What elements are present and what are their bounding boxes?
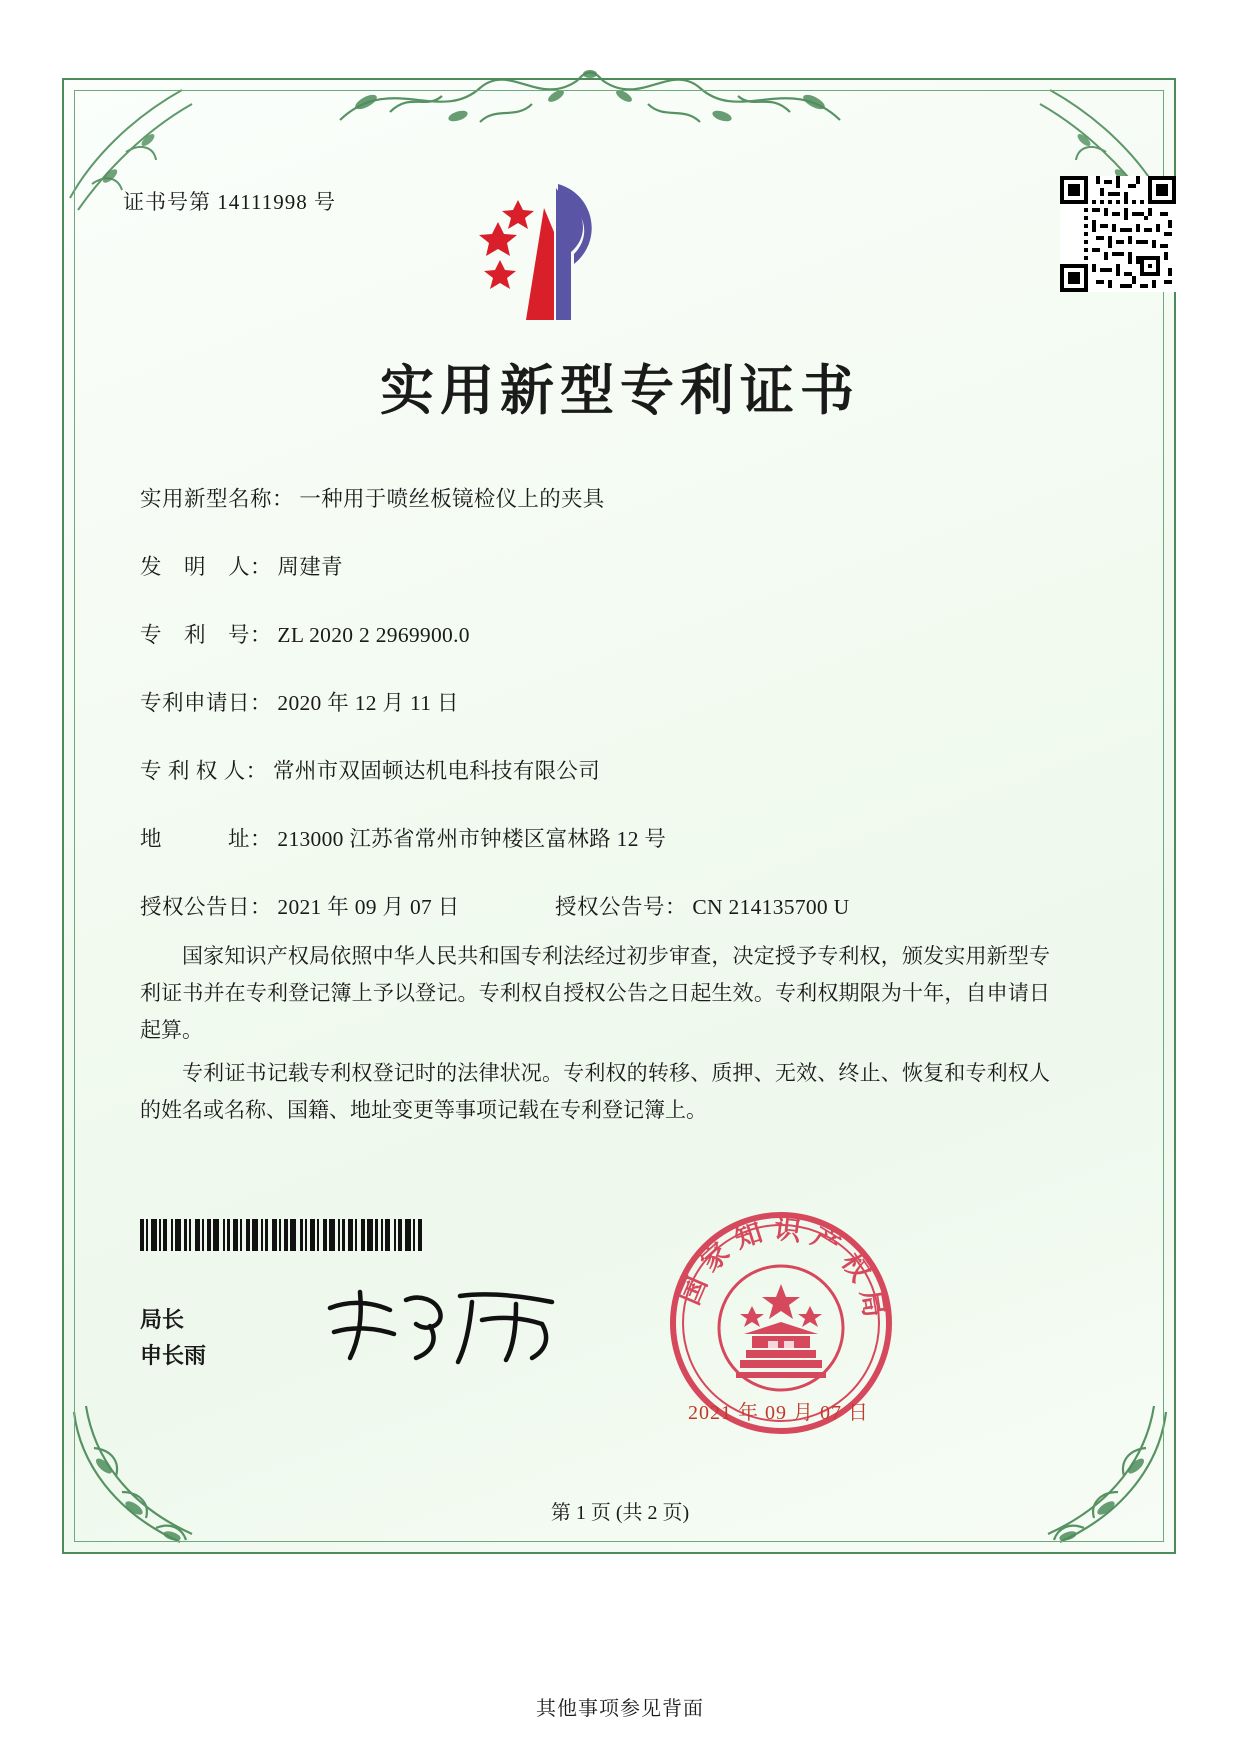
field-row-address — [140, 822, 1040, 890]
cnipa-logo-icon — [470, 178, 630, 328]
page-title: 实用新型专利证书 — [380, 358, 860, 422]
field-row-inventor — [140, 550, 1040, 618]
field-label: 专 利 权 人： — [140, 759, 268, 783]
field-label: 实用新型名称： — [140, 487, 295, 511]
paragraph-1: 国家知识产权局依照中华人民共和国专利法经过初步审查，决定授予专利权，颁发实用新型专利证书并在专利登记簿上予以登记。专利权自授权公告之日起生效。专利权期限为十年，自申请日起算。 — [140, 944, 1050, 1042]
legal-text — [140, 938, 1050, 1135]
paragraph-2: 专利证书记载专利权登记时的法律状况。专利权的转移、质押、无效、终止、恢复和专利权人的姓名或名称、国籍、地址变更等事项记载在专利登记簿上。 — [140, 1061, 1050, 1122]
signature-role: 局长 — [140, 1307, 185, 1332]
seal-date: 2021 年 09 月 07 日 — [688, 1402, 869, 1424]
field-row-patentee — [140, 754, 1040, 822]
field-list — [140, 482, 1040, 958]
field-row-application-date — [140, 686, 1040, 754]
field-label: 发 明 人： — [140, 555, 273, 579]
field-value: 2020 年 12 月 11 日 — [277, 691, 459, 715]
grant-date-value: 2021 年 09 月 07 日 — [277, 895, 460, 919]
field-label: 专 利 号： — [140, 623, 273, 647]
field-value: ZL 2020 2 2969900.0 — [277, 623, 470, 647]
field-value: 一种用于喷丝板镜检仪上的夹具 — [299, 487, 605, 511]
grant-number-value: CN 214135700 U — [692, 895, 850, 919]
barcode — [140, 1219, 436, 1251]
field-row-patent-number — [140, 618, 1040, 686]
field-value: 常州市双固顿达机电科技有限公司 — [273, 759, 601, 783]
field-label: 地 址： — [140, 827, 273, 851]
field-label: 专利申请日： — [140, 691, 273, 715]
qr-code — [1060, 176, 1176, 292]
page-number-footer: 第 1 页 (共 2 页) — [550, 1502, 690, 1524]
svg-text:国家知识产权局: 国家知识产权局 — [674, 1213, 891, 1329]
signature-name: 申长雨 — [140, 1343, 207, 1368]
grant-number-label: 授权公告号： — [555, 895, 688, 919]
grant-number-group — [555, 890, 849, 921]
field-value: 周建青 — [277, 555, 343, 579]
grant-date-label: 授权公告日： — [140, 895, 273, 919]
back-side-note: 其他事项参见背面 — [536, 1698, 704, 1720]
signature-block — [140, 1302, 206, 1374]
handwritten-signature-icon — [320, 1280, 570, 1370]
certificate-number: 证书号第 14111998 号 — [123, 190, 336, 214]
field-value: 213000 江苏省常州市钟楼区富林路 12 号 — [277, 827, 667, 851]
field-row-name — [140, 482, 1040, 550]
